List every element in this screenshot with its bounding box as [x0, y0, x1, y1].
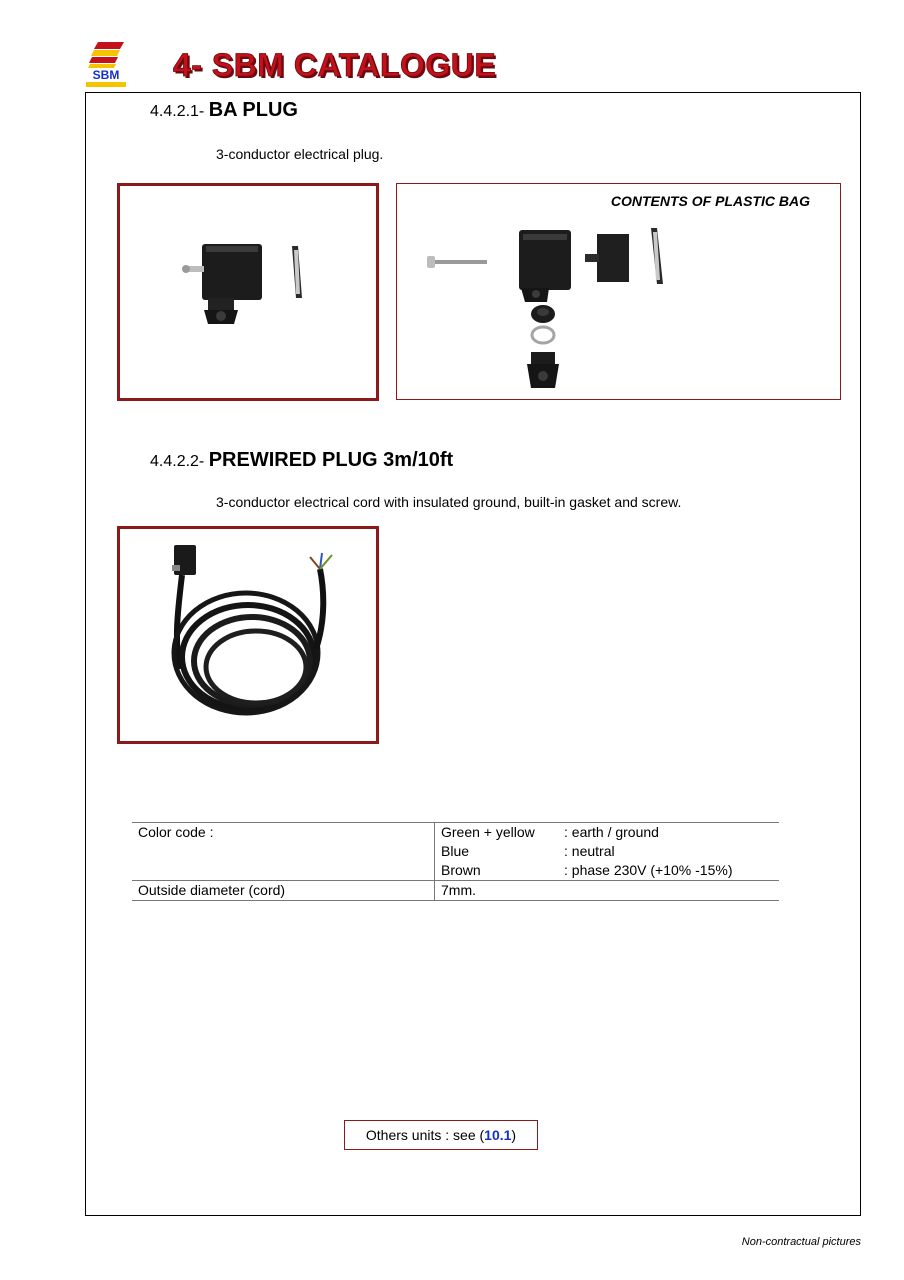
section-description: 3-conductor electrical plug.: [216, 146, 384, 162]
diameter-label: Outside diameter (cord): [132, 881, 435, 901]
reference-link[interactable]: 10.1: [484, 1127, 512, 1143]
spec-table: [132, 822, 779, 901]
color-name: Green + yellow: [441, 824, 535, 840]
sbm-logo: [84, 40, 128, 88]
table-row: [132, 823, 779, 881]
color-code-values: [435, 823, 780, 881]
svg-text:SBM: SBM: [92, 68, 120, 82]
plastic-bag-contents-photo: [396, 183, 841, 400]
color-meaning: : neutral: [564, 843, 615, 859]
color-row: [435, 842, 779, 861]
color-meaning: : phase 230V (+10% -15%): [564, 862, 733, 878]
page-title: 4- SBM CATALOGUE: [173, 47, 497, 83]
prewired-plug-photo: [117, 526, 379, 744]
ba-plug-photo: [117, 183, 379, 401]
bag-caption: CONTENTS OF PLASTIC BAG: [610, 193, 810, 209]
color-row: [435, 823, 779, 842]
table-row: [132, 881, 779, 901]
reference-suffix: ): [511, 1127, 517, 1143]
color-name: Brown: [441, 862, 481, 878]
reference-prefix: Others units : see (: [365, 1127, 485, 1143]
footer-note: Non-contractual pictures: [741, 1236, 861, 1248]
color-code-label: Color code :: [132, 823, 435, 881]
section-title-ba-plug: [150, 99, 298, 122]
other-units-reference: [344, 1120, 538, 1150]
section-description: 3-conductor electrical cord with insulated ground, built-in gasket and screw.: [216, 494, 682, 510]
section-title-prewired-plug: [150, 449, 453, 472]
section-number: 4.4.2.2-: [150, 453, 205, 470]
color-name: Blue: [441, 843, 470, 859]
color-meaning: : earth / ground: [564, 824, 659, 840]
section-name: BA PLUG: [208, 99, 298, 121]
color-row: [435, 861, 779, 880]
diameter-value: 7mm.: [435, 881, 780, 901]
section-number: 4.4.2.1-: [150, 103, 205, 120]
section-name: PREWIRED PLUG 3m/10ft: [208, 449, 454, 471]
